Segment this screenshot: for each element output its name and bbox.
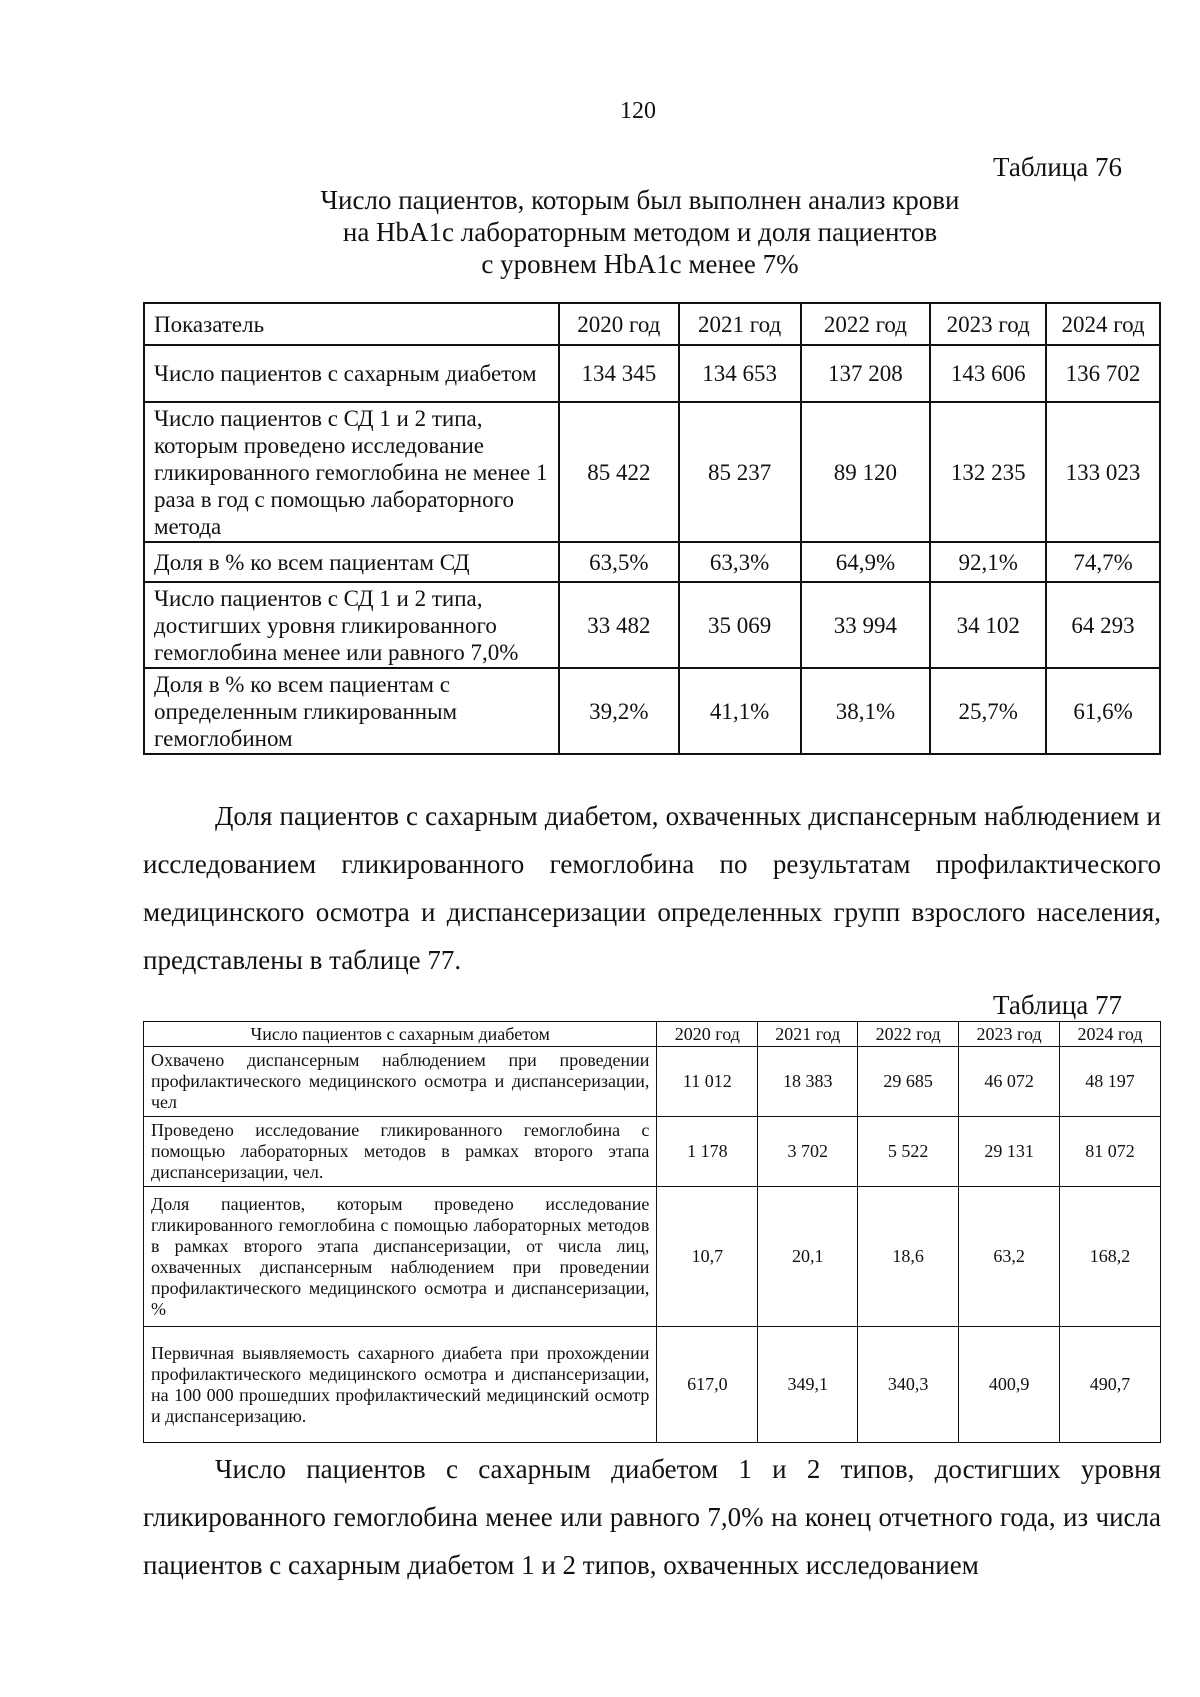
table-76-label: Таблица 76 [993,152,1122,182]
header-cell: 2020 год [657,1022,758,1047]
value-cell: 3 702 [758,1117,858,1187]
value-cell: 81 072 [1060,1117,1161,1187]
value-cell: 64 293 [1046,582,1160,668]
value-cell: 18,6 [858,1187,959,1327]
table-76 [143,302,1161,755]
value-cell: 33 482 [559,582,679,668]
value-cell: 85 422 [559,402,679,542]
value-cell: 34 102 [930,582,1046,668]
value-cell: 132 235 [930,402,1046,542]
value-cell: 133 023 [1046,402,1160,542]
row-label: Доля в % ко всем пациентам с определенным гликированным гемоглобином [144,668,559,754]
value-cell: 136 702 [1046,345,1160,402]
value-cell: 20,1 [758,1187,858,1327]
table-77-label: Таблица 77 [993,990,1122,1020]
table-77 [143,1021,1161,1443]
header-cell: 2023 год [959,1022,1060,1047]
value-cell: 92,1% [930,542,1046,582]
header-cell: 2023 год [930,303,1046,345]
table-header-row [144,303,1160,345]
value-cell: 63,3% [679,542,801,582]
table-row [144,542,1160,582]
value-cell: 10,7 [657,1187,758,1327]
value-cell: 134 345 [559,345,679,402]
value-cell: 41,1% [679,668,801,754]
value-cell: 33 994 [801,582,931,668]
row-label: Доля пациентов, которым проведено исследование гликированного гемоглобина с помощью лабораторных методов в рамках второго этапа диспансеризации, от числа лиц, охваченных диспансерным наблюдением при проведении профилактического медицинского осмотра и диспансеризации, % [144,1187,657,1327]
table-row [144,668,1160,754]
title-line: с уровнем HbA1c менее 7% [481,249,799,279]
value-cell: 39,2% [559,668,679,754]
row-label: Доля в % ко всем пациентам СД [144,542,559,582]
header-cell: 2021 год [758,1022,858,1047]
body-paragraph: Доля пациентов с сахарным диабетом, охваченных диспансерным наблюдением и исследованием гликированного гемоглобина по результатам профилактического медицинского осмотра и диспансеризации определенных групп взрослого населения, представлены в таблице 77. [143,801,1161,975]
value-cell: 61,6% [1046,668,1160,754]
value-cell: 74,7% [1046,542,1160,582]
value-cell: 63,2 [959,1187,1060,1327]
value-cell: 25,7% [930,668,1046,754]
header-cell: 2021 год [679,303,801,345]
value-cell: 349,1 [758,1327,858,1443]
row-label: Первичная выявляемость сахарного диабета при прохождении профилактического медицинского осмотра и диспансеризации, на 100 000 прошедших профилактический медицинский осмотр и диспансеризацию. [144,1327,657,1443]
header-cell: 2020 год [559,303,679,345]
title-line: на HbA1c лабораторным методом и доля пациентов [342,217,938,247]
value-cell: 35 069 [679,582,801,668]
header-cell: 2022 год [858,1022,959,1047]
table-header-row [144,1022,1161,1047]
value-cell: 18 383 [758,1047,858,1117]
value-cell: 85 237 [679,402,801,542]
value-cell: 38,1% [801,668,931,754]
table-row [144,1117,1161,1187]
page-number: 120 [620,98,656,124]
row-label: Охвачено диспансерным наблюдением при проведении профилактического медицинского осмотра и диспансеризации, чел [144,1047,657,1117]
value-cell: 400,9 [959,1327,1060,1443]
value-cell: 64,9% [801,542,931,582]
body-paragraph: Число пациентов с сахарным диабетом 1 и 2 типов, достигших уровня гликированного гемоглобина менее или равного 7,0% на конец отчетного года, из числа пациентов с сахарным диабетом 1 и 2 типов, охваченных исследованием [143,1454,1161,1580]
table-row [144,402,1160,542]
value-cell: 134 653 [679,345,801,402]
header-cell: Число пациентов с сахарным диабетом [144,1022,657,1047]
title-line: Число пациентов, которым был выполнен анализ крови [320,185,960,215]
table-row [144,1327,1161,1443]
row-label: Проведено исследование гликированного гемоглобина с помощью лабораторных методов в рамках второго этапа диспансеризации, чел. [144,1117,657,1187]
value-cell: 490,7 [1060,1327,1161,1443]
value-cell: 5 522 [858,1117,959,1187]
table-row [144,345,1160,402]
value-cell: 63,5% [559,542,679,582]
value-cell: 48 197 [1060,1047,1161,1117]
value-cell: 168,2 [1060,1187,1161,1327]
table-row [144,1047,1161,1117]
header-cell: Показатель [144,303,559,345]
table-row [144,1187,1161,1327]
value-cell: 89 120 [801,402,931,542]
value-cell: 11 012 [657,1047,758,1117]
value-cell: 46 072 [959,1047,1060,1117]
row-label: Число пациентов с СД 1 и 2 типа, достигших уровня гликированного гемоглобина менее или равного 7,0% [144,582,559,668]
row-label: Число пациентов с сахарным диабетом [144,345,559,402]
table-row [144,582,1160,668]
value-cell: 137 208 [801,345,931,402]
value-cell: 143 606 [930,345,1046,402]
value-cell: 29 131 [959,1117,1060,1187]
value-cell: 29 685 [858,1047,959,1117]
value-cell: 617,0 [657,1327,758,1443]
value-cell: 340,3 [858,1327,959,1443]
header-cell: 2022 год [801,303,931,345]
header-cell: 2024 год [1046,303,1160,345]
value-cell: 1 178 [657,1117,758,1187]
row-label: Число пациентов с СД 1 и 2 типа, которым проведено исследование гликированного гемоглобина не менее 1 раза в год с помощью лабораторного метода [144,402,559,542]
header-cell: 2024 год [1060,1022,1161,1047]
table-76-title [200,184,1080,280]
